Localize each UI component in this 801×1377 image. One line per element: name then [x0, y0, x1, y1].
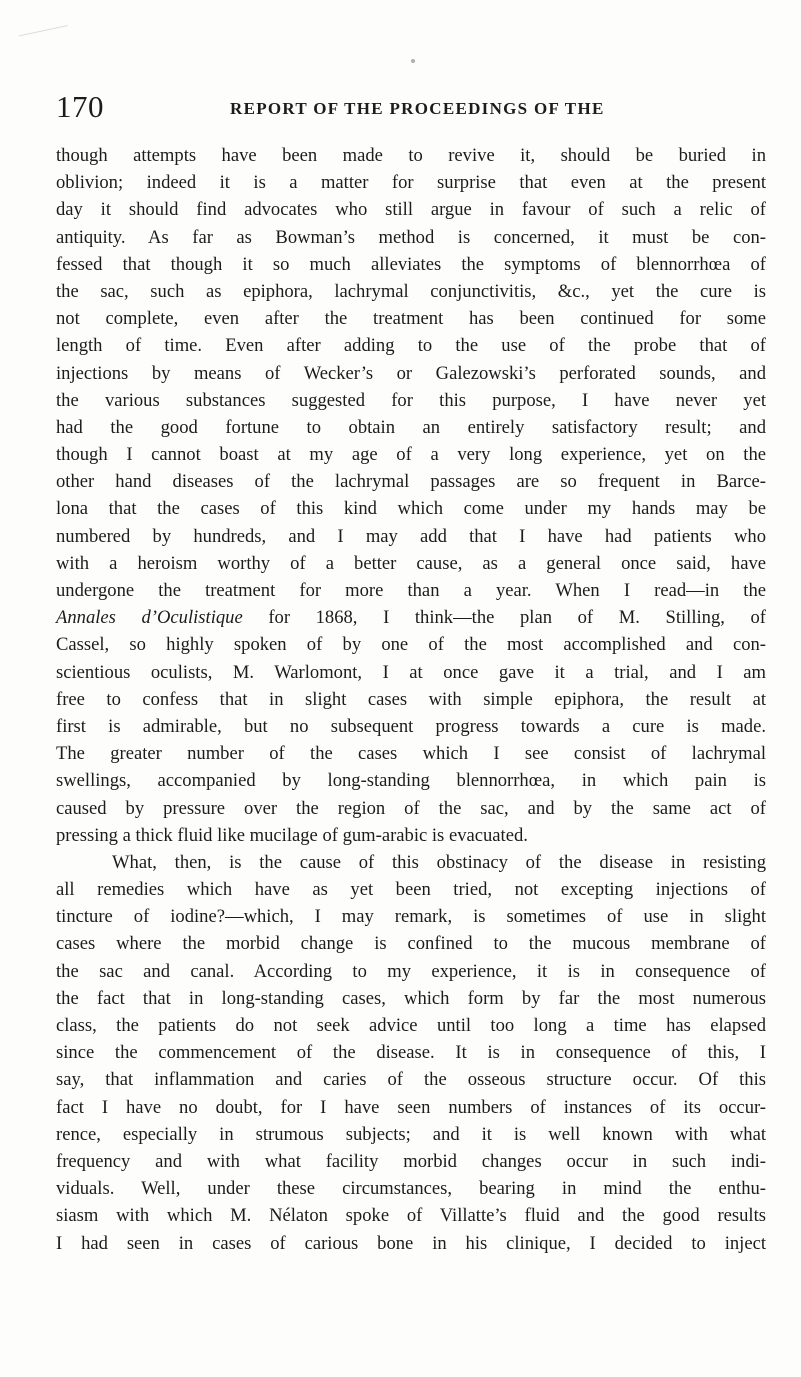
text-line: first is admirable, but no subsequent progress towards a cure is made.: [56, 715, 766, 737]
text-line: scientious oculists, M. Warlomont, I at once gave it a trial, and I am: [56, 661, 766, 683]
page-header: [56, 89, 761, 129]
text-line: the sac, such as epiphora, lachrymal conjunctivitis, &c., yet the cure is: [56, 280, 766, 302]
text-line: cases where the morbid change is confined to the mucous membrane of: [56, 933, 766, 955]
text-line: numbered by hundreds, and I may add that I have had patients who: [56, 525, 766, 547]
text-line: antiquity. As far as Bowman’s method is concerned, it must be con-: [56, 226, 766, 248]
text-line: The greater number of the cases which I see consist of lachrymal: [56, 743, 766, 765]
text-line: had the good fortune to obtain an entirely satisfactory result; and: [56, 416, 766, 438]
text-line: not complete, even after the treatment has been continued for some: [56, 308, 766, 330]
text-line: frequency and with what facility morbid changes occur in such indi-: [56, 1150, 766, 1172]
text-line: rence, especially in strumous subjects; and it is well known with what: [56, 1123, 766, 1145]
journal-title: Annales d’Oculistique: [56, 607, 243, 629]
text-line: siasm with which M. Nélaton spoke of Villatte’s fluid and the good results: [56, 1205, 766, 1227]
text-line: the fact that in long-standing cases, which form by far the most numerous: [56, 987, 766, 1009]
text-line: the sac and canal. According to my experience, it is in consequence of: [56, 960, 766, 982]
text-line: What, then, is the cause of this obstinacy of the disease in resisting: [112, 851, 766, 873]
text-line: length of time. Even after adding to the use of the probe that of: [56, 335, 766, 357]
text-line: other hand diseases of the lachrymal passages are so frequent in Barce-: [56, 471, 766, 493]
text-line: swellings, accompanied by long-standing blennorrhœa, in which pain is: [56, 770, 766, 792]
text-line: I had seen in cases of carious bone in his clinique, I decided to inject: [56, 1232, 766, 1254]
text-line: class, the patients do not seek advice until too long a time has elapsed: [56, 1015, 766, 1036]
text-line: free to confess that in slight cases with simple epiphora, the result at: [56, 688, 766, 710]
text-line: fessed that though it so much alleviates the symptoms of blennorrhœa of: [56, 253, 766, 275]
text-line: Cassel, so highly spoken of by one of the most accomplished and con-: [56, 634, 766, 656]
running-head: REPORT OF THE PROCEEDINGS OF THE: [230, 99, 605, 118]
text-line: say, that inflammation and caries of the osseous structure occur. Of this: [56, 1069, 766, 1091]
scan-dot: [411, 59, 415, 63]
text-line: since the commencement of the disease. It is in consequence of this, I: [56, 1042, 766, 1064]
page-number: 170: [56, 89, 104, 124]
text-line: though attempts have been made to revive it, should be buried in: [56, 145, 766, 166]
text-line: fact I have no doubt, for I have seen numbers of instances of its occur-: [56, 1096, 766, 1118]
text-line: oblivion; indeed it is a matter for surprise that even at the present: [56, 172, 766, 194]
text-line: day it should find advocates who still argue in favour of such a relic of: [56, 199, 766, 221]
text-line: tincture of iodine?—which, I may remark, is sometimes of use in slight: [56, 906, 766, 928]
text-line: with a heroism worthy of a better cause, as a general once said, have: [56, 552, 766, 574]
scan-artifact: [19, 25, 71, 50]
text-line: lona that the cases of this kind which come under my hands may be: [56, 498, 766, 520]
text-line: the various substances suggested for this purpose, I have never yet: [56, 389, 766, 411]
text-line: caused by pressure over the region of the sac, and by the same act of: [56, 797, 766, 819]
text-line: injections by means of Wecker’s or Galezowski’s perforated sounds, and: [56, 362, 766, 384]
text-line: all remedies which have as yet been tried, not excepting injections of: [56, 879, 766, 901]
text-line: though I cannot boast at my age of a very long experience, yet on the: [56, 444, 766, 466]
text-line: viduals. Well, under these circumstances, bearing in mind the enthu-: [56, 1178, 766, 1200]
body-text: [56, 142, 766, 1257]
text-line: pressing a thick fluid like mucilage of gum-arabic is evacuated.: [56, 824, 528, 846]
text-line: Annales d’Oculistique for 1868, I think—the plan of M. Stilling, of: [56, 607, 767, 629]
text-line: undergone the treatment for more than a year. When I read—in the: [56, 580, 766, 601]
